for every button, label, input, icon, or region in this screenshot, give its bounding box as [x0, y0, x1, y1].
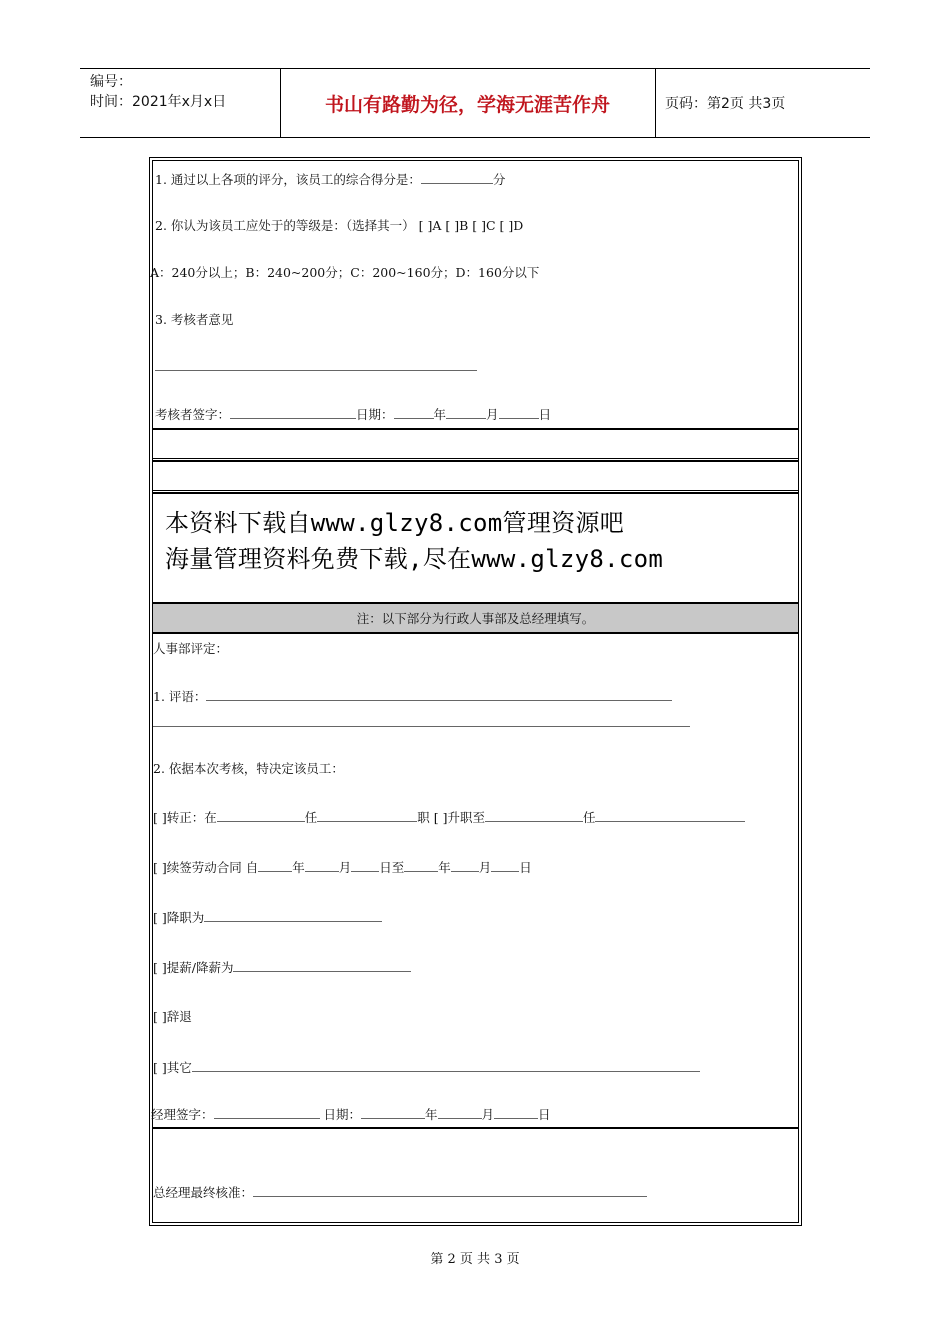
header-meta: [90, 72, 290, 112]
comment-line-2[interactable]: [153, 714, 690, 731]
month-field[interactable]: [446, 406, 486, 419]
day-field[interactable]: [499, 406, 539, 419]
grade-question[interactable]: 2. 你认为该员工应处于的等级是：（选择其一） [ ]A [ ]B [ ]C [ ]D: [155, 218, 524, 233]
hr-evaluation-title: 人事部评定：: [153, 641, 229, 656]
comment-row: 1. 评语：: [153, 688, 672, 705]
demote-field[interactable]: [204, 909, 382, 922]
renew-to-month[interactable]: [451, 859, 479, 872]
comment-field[interactable]: [206, 688, 672, 701]
decision-intro: 2. 依据本次考核，特决定该员工：: [153, 761, 344, 776]
doc-date: 时间：2021年x月x日: [90, 94, 227, 110]
page-header: [80, 68, 870, 138]
confirm-promote-row: [ ]转正：在 任 职 [ ]升职至 任: [153, 809, 745, 826]
confirm-position-field[interactable]: [317, 809, 417, 822]
confirm-checkbox[interactable]: [ ]转正：在: [153, 810, 217, 825]
demote-checkbox[interactable]: [ ]降职为: [153, 910, 205, 925]
doc-code-label: 编号：: [90, 74, 132, 90]
page-footer: 第 2 页 共 3 页: [430, 1252, 520, 1267]
renew-contract-row: [ ]续签劳动合同 自 年 月 日至 年 月 日: [153, 860, 532, 875]
header-motto: 书山有路勤为径，学海无涯苦作舟: [324, 93, 610, 116]
renew-checkbox[interactable]: [ ]续签劳动合同 自: [153, 860, 259, 875]
row-divider: [153, 460, 798, 462]
manager-sign-field[interactable]: [214, 1106, 320, 1119]
renew-to-day[interactable]: [491, 859, 519, 872]
promote-position-field[interactable]: [595, 809, 745, 822]
page-info: 页码：第2页 共3页: [665, 96, 786, 112]
year-field[interactable]: [394, 406, 434, 419]
reviewer-sign-field[interactable]: [230, 406, 356, 419]
row-divider: [153, 458, 798, 459]
renew-from-year[interactable]: [258, 859, 292, 872]
row-divider: [153, 1127, 798, 1129]
other-checkbox[interactable]: [ ]其它: [153, 1060, 192, 1075]
reviewer-sign-row: 考核者签字： 日期： 年 月 日: [155, 407, 552, 422]
renew-from-day[interactable]: [351, 859, 379, 872]
header-divider: [655, 69, 656, 137]
renew-to-year[interactable]: [404, 859, 438, 872]
other-row: [153, 1059, 700, 1076]
row-divider: [153, 492, 798, 494]
manager-sign-row: 经理签字： 日期： 年 月 日: [151, 1107, 551, 1122]
manager-month-field[interactable]: [438, 1106, 482, 1119]
resign-row[interactable]: [ ]辞退: [153, 1009, 192, 1024]
row-divider: [153, 490, 798, 491]
salary-checkbox[interactable]: [ ]提薪/降薪为: [153, 960, 234, 975]
renew-from-month[interactable]: [305, 859, 339, 872]
salary-row: [153, 959, 411, 976]
promote-checkbox[interactable]: 职 [ ]升职至: [417, 810, 485, 825]
confirm-dept-field[interactable]: [217, 809, 305, 822]
gm-approval-field[interactable]: [253, 1184, 647, 1197]
demote-row: [153, 909, 382, 926]
evaluation-form: [149, 157, 802, 1226]
form-inner-border: [152, 160, 799, 1223]
grade-scale: A：240分以上；B：240~200分；C：200~160分；D：160分以下: [150, 265, 540, 280]
hr-section-note: 注：以下部分为行政人事部及总经理填写。: [153, 602, 798, 634]
manager-day-field[interactable]: [494, 1106, 538, 1119]
total-score-question: 1. 通过以上各项的评分，该员工的综合得分是： 分: [155, 172, 506, 187]
reviewer-opinion-label: 3. 考核者意见: [155, 312, 234, 327]
salary-field[interactable]: [233, 959, 411, 972]
manager-year-field[interactable]: [361, 1106, 425, 1119]
download-notice-line1: 本资料下载自www.glzy8.com管理资源吧: [165, 509, 625, 537]
download-notice-line2: 海量管理资料免费下载,尽在www.glzy8.com: [165, 545, 664, 573]
total-score-field[interactable]: [421, 171, 493, 184]
gm-approval-row: 总经理最终核准：: [153, 1184, 647, 1201]
other-field[interactable]: [192, 1059, 700, 1072]
row-divider: [153, 428, 798, 430]
promote-dept-field[interactable]: [485, 809, 583, 822]
reviewer-opinion-line[interactable]: [155, 358, 477, 375]
